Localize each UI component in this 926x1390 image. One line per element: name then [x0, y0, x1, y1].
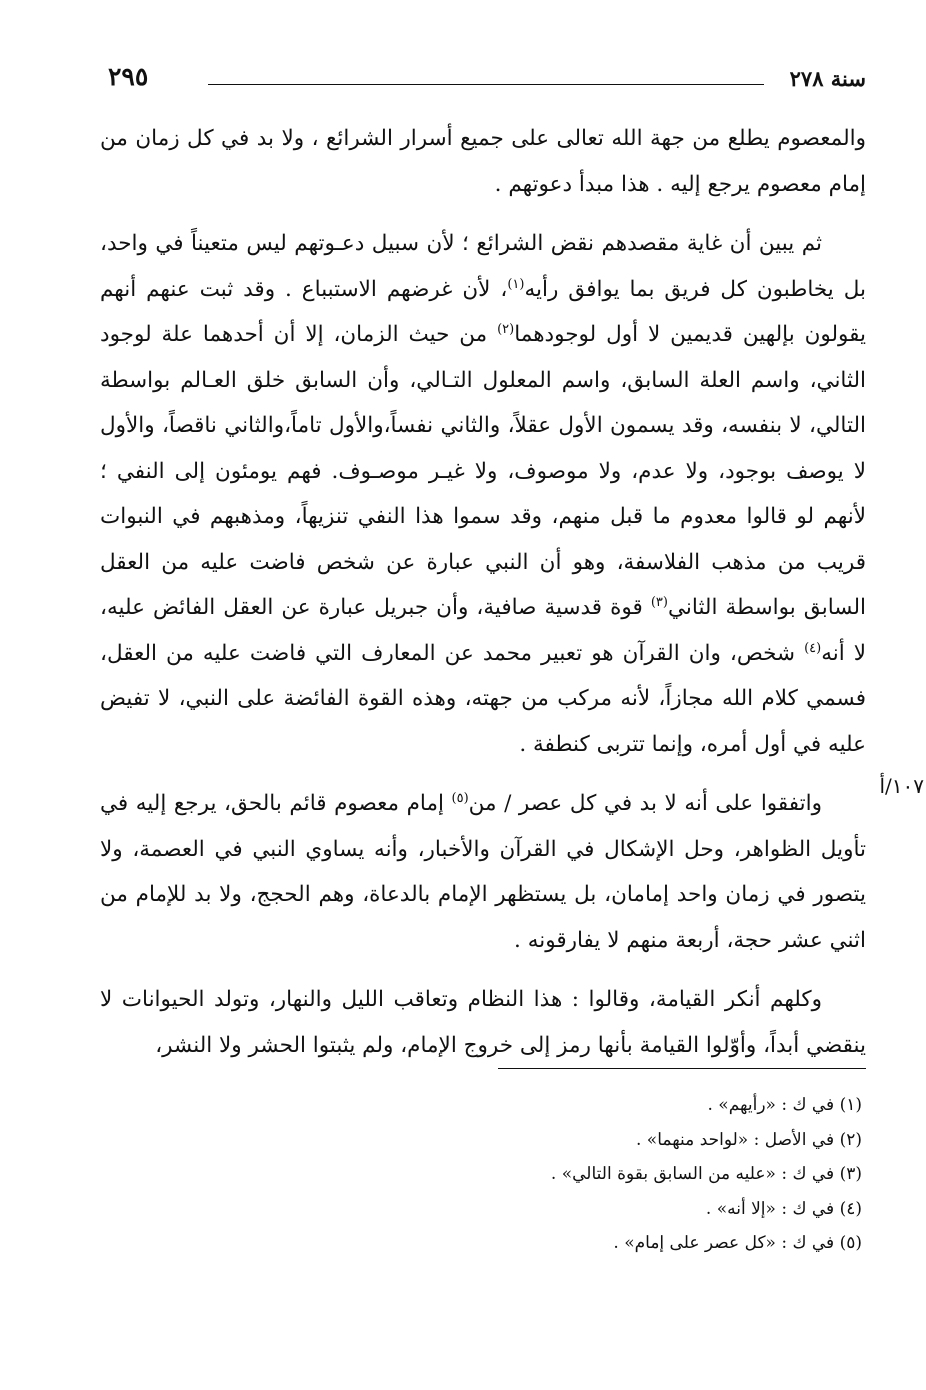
main-text: [100, 116, 866, 1082]
paragraph: [100, 977, 866, 1068]
page-header: [108, 62, 866, 102]
footnote: (٤) في ك : «إلا أنه» .: [705, 1198, 862, 1219]
footnote-marker: (٥): [451, 790, 469, 806]
footnote-marker: (١): [507, 276, 525, 292]
header-rule: [208, 84, 764, 85]
footnote-marker: (٣): [650, 594, 668, 610]
footnote-marker: (٢): [497, 321, 515, 337]
text-run: من حيث الزمان، إلا أن أحدهما علة لوجود الثاني، واسم العلة السابق، واسم المعلول التـالي، وأن السابق خلق العـالم بواسطة التالي، لا بنفسه، وقد يسمون الأول عقلاً، والثاني نفساً،والأول تاماً،والثاني ناقصاً، والأول لا يوصف بوجود، ولا عدم، ولا موصوف، ولا غيـر موصـوف. فهم يومئون إلى النفي ؛ لأنهم لو قالوا معدوم ما قبل منهم، وقد سموا هذا النفي تنزيهاً، ومذهبهم في النبوات قريب من مذهب الفلاسفة، وهو أن النبي عبارة عن شخص فاضت عليه من العقل السابق بواسطة الثاني: [100, 322, 866, 620]
footnote-separator: [498, 1068, 866, 1069]
footnote: (٣) في ك : «عليه من السابق بقوة التالي» .: [550, 1164, 862, 1184]
footnotes: [162, 1088, 862, 1261]
running-header-year: سنة ٢٧٨: [789, 66, 866, 91]
footnote: (٢) في الأصل : «لواحد منهما» .: [636, 1129, 862, 1150]
text-run: ، لأن غرضهم الاستبباع . وقد ثبت عنهم أنهم يقولون بإلهين قديمين لا أول لوجودهما: [100, 276, 866, 347]
paragraph: [100, 781, 866, 963]
text-run: إمام معصوم قائم بالحق، يرجع إليه في تأويل الظواهر، وحل الإشكال في القرآن والأخبار، وأنه يساوي النبي في العصمة، ولا يتصور في زمان واحد إمامان، بل يستظهر الإمام بالدعاة، وهم الحجج، ولا بد للإمام من اثني عشر حجة، أربعة منهم لا يفارقونه .: [100, 791, 866, 953]
text-run: شخص، وان القرآن هو تعبير محمد عن المعارف التي فاضت عليه من العقل، فسمي كلام الله مجازاً، لأنه مركب من جهته، وهذه القوة الفائضة على النبي، لا تفيض عليه في أول أمره، وإنما تتربى كنطفة .: [100, 640, 866, 757]
page-number: ٢٩٥: [108, 62, 149, 91]
footnote-marker: (٤): [804, 640, 822, 656]
paragraph: [100, 116, 866, 207]
footnote: (٥) في ك : «كل عصر على إمام» .: [613, 1233, 862, 1253]
text-run: قوة قدسية صافية، وأن جبريل عبارة عن العقل الفائض عليه، لا أنه: [100, 595, 866, 666]
text-run: ثم يبين أن غاية مقصدهم نقض الشرائع ؛ لأن سبيل دعـوتهم ليس متعيناً في واحد، بل يخاطبون كل فريق بما يوافق رأيه: [100, 231, 867, 302]
paragraph: [100, 221, 866, 767]
text-run: وكلهم أنكر القيامة، وقالوا : هذا النظام وتعاقب الليل والنهار، وتولد الحيوانات لا ينقضي أبداً، وأوّلوا القيامة بأنها رمز إلى خروج الإمام، ولم يثبتوا الحشر ولا النشر،: [100, 987, 866, 1058]
text-run: واتفقوا على أنه لا بد في كل عصر / من: [468, 791, 822, 816]
manuscript-folio-note: ١٠٧/أ: [879, 774, 924, 798]
text-run: والمعصوم يطلع من جهة الله تعالى على جميع أسرار الشرائع ، ولا بد في كل زمان من إمام معصوم يرجع إليه . هذا مبدأ دعوتهم .: [100, 126, 866, 197]
footnote: (١) في ك : «رأيهم» .: [707, 1095, 862, 1115]
